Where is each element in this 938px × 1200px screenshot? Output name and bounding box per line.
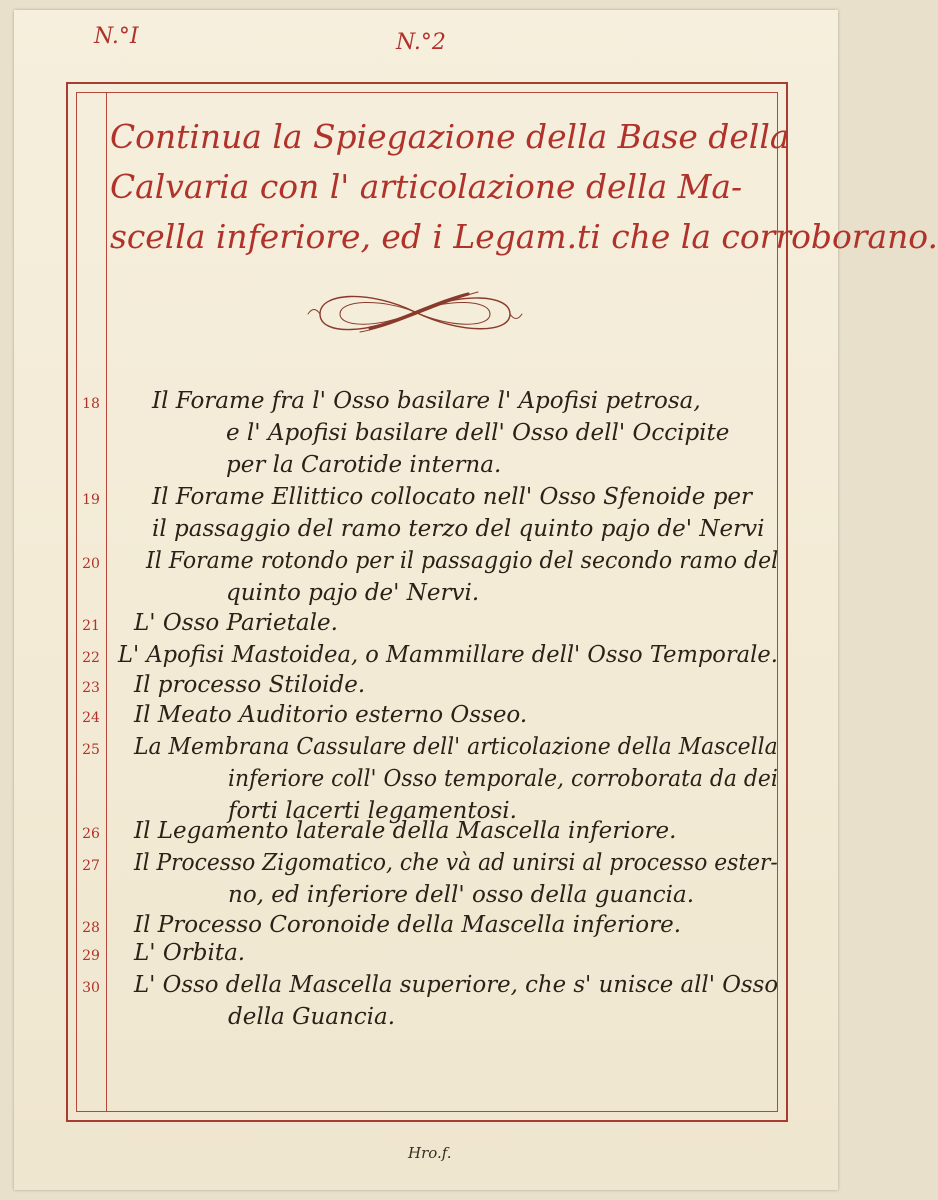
plate-number-right: N.°2 <box>396 30 446 55</box>
engraver-signature: Hro.f. <box>408 1144 452 1162</box>
entry-text-line: Il Processo Zigomatico, che và ad unirsi al processo ester- <box>134 850 778 876</box>
title-line-3: scella inferiore, ed i Legam.ti che la corroborano. <box>110 217 938 256</box>
entry-number: 30 <box>82 980 100 996</box>
entry-text-line: quinto pajo de' Nervi. <box>226 580 480 606</box>
entry-number: 20 <box>82 556 100 572</box>
title-line-1: Continua la Spiegazione della Base della <box>110 117 790 156</box>
entry-number: 24 <box>82 710 100 726</box>
entry-text-line: L' Osso Parietale. <box>134 610 338 636</box>
entry-text-line: La Membrana Cassulare dell' articolazione della Mascella <box>134 734 778 760</box>
margin-rule <box>106 92 107 1112</box>
entry-number: 27 <box>82 858 100 874</box>
entry-number: 22 <box>82 650 100 666</box>
entry-text-line: Il Forame fra l' Osso basilare l' Apofisi petrosa, <box>152 388 701 414</box>
entry-text-line: L' Apofisi Mastoidea, o Mammillare dell' Osso Temporale. <box>118 642 778 668</box>
entry-text-line: no, ed inferiore dell' osso della guancia. <box>228 882 695 908</box>
entry-number: 25 <box>82 742 100 758</box>
entry-text-line: della Guancia. <box>228 1004 396 1030</box>
entry-text-line: e l' Apofisi basilare dell' Osso dell' Occipite <box>226 420 730 446</box>
entry-text-line: per la Carotide interna. <box>226 452 502 478</box>
entry-text-line: Il Meato Auditorio esterno Osseo. <box>134 702 528 728</box>
entry-text-line: Il processo Stiloide. <box>134 672 366 698</box>
calligraphic-flourish-ornament <box>300 282 530 344</box>
entry-text-line: il passaggio del ramo terzo del quinto pajo de' Nervi <box>152 516 765 542</box>
entry-text-line: Il Forame Ellittico collocato nell' Osso Sfenoide per <box>152 484 753 510</box>
entry-text-line: L' Osso della Mascella superiore, che s' unisce all' Osso <box>134 972 779 998</box>
plate-number-left: N.°I <box>94 24 139 49</box>
entry-number: 28 <box>82 920 100 936</box>
entry-number: 19 <box>82 492 100 508</box>
entry-number: 18 <box>82 396 100 412</box>
entry-number: 29 <box>82 948 100 964</box>
entry-text-line: Il Legamento laterale della Mascella inferiore. <box>134 818 677 844</box>
entry-text-line: L' Orbita. <box>134 940 246 966</box>
entry-number: 23 <box>82 680 100 696</box>
entry-text-line: Il Forame rotondo per il passaggio del secondo ramo del <box>146 548 779 574</box>
entry-text-line: Il Processo Coronoide della Mascella inferiore. <box>134 912 682 938</box>
entry-text-line: forti lacerti legamentosi. <box>228 798 517 824</box>
entry-text-line: inferiore coll' Osso temporale, corroborata da dei <box>228 766 778 792</box>
page-title <box>110 112 938 262</box>
entry-number: 21 <box>82 618 100 634</box>
entry-number: 26 <box>82 826 100 842</box>
title-line-2: Calvaria con l' articolazione della Ma- <box>110 167 743 206</box>
